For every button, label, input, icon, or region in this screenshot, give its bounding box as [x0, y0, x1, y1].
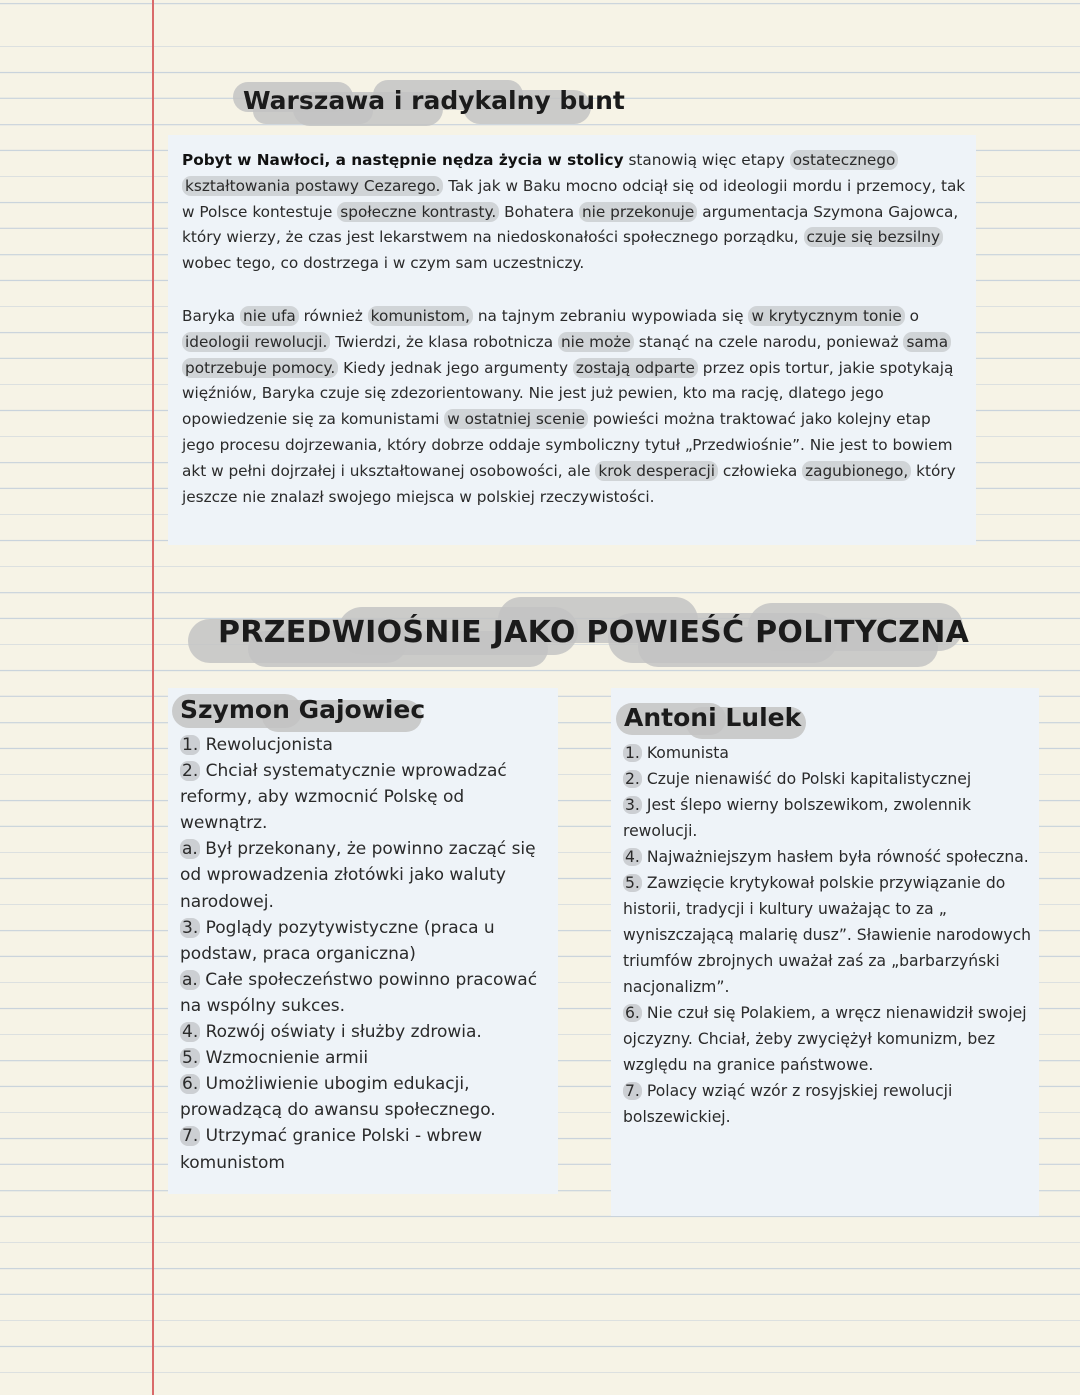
text-run: przez opis tortur, jakie spotykają więźniów, Baryka czuje się zdezorientowany. Nie jest już pewien, kto ma rację, dlatego jego opowiedzenie się za komunistami	[182, 358, 954, 429]
list-item	[180, 915, 552, 967]
highlighted-phrase: społeczne kontrasty.	[337, 202, 499, 222]
paragraph-1	[182, 148, 967, 277]
item-text: Komunista	[641, 744, 729, 762]
highlighted-phrase: komunistom,	[368, 306, 473, 326]
item-marker: 2.	[625, 770, 640, 788]
item-text: Najważniejszym hasłem była równość społeczna.	[641, 848, 1029, 866]
list-item	[623, 1000, 1033, 1078]
item-marker: 7.	[182, 1126, 199, 1147]
bold-text: Pobyt w Nawłoci, a następnie nędza życia w stolicy	[182, 151, 624, 169]
item-text: Poglądy pozytywistyczne (praca u podstaw, praca organiczna)	[180, 917, 495, 964]
text-run: o	[904, 307, 919, 325]
text-run: Kiedy jednak jego argumenty	[338, 358, 573, 377]
list-item	[180, 1045, 552, 1071]
item-text: Był przekonany, że powinno zacząć się od wprowadzenia złotówki jako waluty narodowej.	[180, 839, 536, 912]
left-column	[168, 688, 558, 1194]
highlighted-phrase: zostają odparte	[573, 358, 698, 378]
text-run: na tajnym zebraniu wypowiada się	[472, 307, 749, 325]
item-text: Wzmocnienie armii	[200, 1048, 369, 1069]
text-box	[168, 135, 976, 545]
text-run: który jeszcze nie znalazł swojego miejsca w polskiej rzeczywistości.	[182, 461, 956, 506]
highlighted-phrase: czuje się bezsilny	[804, 227, 944, 247]
highlighted-phrase: w krytycznym tonie	[748, 306, 904, 326]
text-run: stanąć na czele narodu, ponieważ	[633, 332, 904, 351]
text-run: wobec tego, co dostrzega i w czym sam uczestniczy.	[182, 254, 585, 273]
list-item	[623, 844, 1033, 870]
item-marker: 7.	[625, 1082, 640, 1100]
right-column-heading: Antoni Lulek	[624, 703, 802, 732]
left-heading-brush	[172, 692, 426, 732]
list-item	[180, 967, 552, 1019]
list-item	[623, 792, 1033, 844]
item-marker: 6.	[182, 1074, 199, 1095]
item-marker: a.	[182, 969, 198, 990]
highlighted-phrase: krok desperacji	[595, 461, 718, 481]
highlighted-phrase: nie ufa	[240, 306, 299, 326]
text-run: stanowią więc etapy	[623, 151, 790, 169]
item-text: Umożliwienie ubogim edukacji, prowadzącą do awansu społecznego.	[180, 1074, 496, 1121]
list-item	[180, 1071, 552, 1123]
list-item	[180, 1123, 552, 1175]
item-marker: 3.	[625, 796, 640, 814]
item-text: Czuje nienawiść do Polski kapitalistycznej	[641, 770, 972, 788]
item-marker: a.	[182, 839, 198, 860]
highlighted-phrase: zagubionego,	[802, 461, 911, 481]
text-run: argumentacja Szymona Gajowca, który wierzy, że czas jest lekarstwem na niedoskonałości społecznego porządku,	[182, 202, 959, 247]
item-marker: 4.	[182, 1022, 199, 1043]
highlighted-phrase: ostatecznego kształtowania postawy Cezarego.	[182, 150, 898, 196]
item-marker: 4.	[625, 848, 640, 866]
list-item	[180, 732, 552, 758]
list-item	[623, 766, 1033, 792]
text-run: człowieka	[718, 461, 803, 480]
section-title-brush	[233, 78, 625, 128]
highlighted-phrase: sama potrzebuje pomocy.	[182, 332, 951, 378]
item-marker: 3.	[182, 917, 199, 938]
paragraph-2	[182, 304, 967, 510]
margin-line	[152, 0, 154, 1395]
text-run: Bohatera	[499, 202, 579, 221]
text-run: Baryka	[182, 307, 241, 325]
list-item	[623, 1078, 1033, 1130]
item-text: Zawzięcie krytykował polskie przywiązanie do historii, tradycji i kultury uważając to za „ wyniszczającą malarię dusz”. Sławienie narodowych triumfów zbrojnych uważał zaś za „barbarzyński nacjonalizm”.	[623, 874, 1032, 996]
item-marker: 6.	[625, 1004, 640, 1022]
item-marker: 5.	[182, 1048, 199, 1069]
highlighted-phrase: w ostatniej scenie	[444, 409, 588, 429]
text-run: Tak jak w Baku mocno odciął się od ideologii mordu i przemocy, tak w Polsce kontestuje	[182, 176, 966, 221]
highlighted-phrase: ideologii rewolucji.	[182, 332, 330, 352]
item-marker: 5.	[625, 874, 640, 892]
item-text: Utrzymać granice Polski - wbrew komunistom	[180, 1126, 483, 1173]
text-run: powieści można traktować jako kolejny etap jego procesu dojrzewania, który dobrze oddaje symboliczny tytuł „Przedwiośnie”. Nie jest to bowiem akt w pełni dojrzałej i ukształtowanej osobowości, ale	[182, 410, 953, 480]
list-item	[180, 758, 552, 836]
list-item	[180, 1019, 552, 1045]
right-heading-brush	[616, 701, 806, 739]
item-marker: 2.	[182, 761, 199, 782]
text-run: Twierdzi, że klasa robotnicza	[330, 332, 558, 351]
list-item	[180, 836, 552, 914]
main-title-brush	[188, 597, 970, 671]
item-text: Nie czuł się Polakiem, a wręcz nienawidził swojej ojczyzny. Chciał, żeby zwyciężył komunizm, bez względu na granice państwowe.	[623, 1004, 1027, 1074]
highlighted-phrase: nie przekonuje	[579, 202, 697, 222]
item-text: Jest ślepo wierny bolszewikom, zwolennik rewolucji.	[623, 796, 971, 840]
right-list	[623, 740, 1033, 1130]
left-list	[180, 732, 552, 1176]
right-column	[611, 688, 1039, 1216]
highlighted-phrase: nie może	[558, 332, 634, 352]
item-text: Całe społeczeństwo powinno pracować na wspólny sukces.	[180, 969, 538, 1016]
main-title: PRZEDWIOŚNIE JAKO POWIEŚĆ POLITYCZNA	[218, 615, 970, 650]
section-title: Warszawa i radykalny bunt	[243, 86, 625, 115]
item-text: Rewolucjonista	[200, 735, 333, 755]
text-run: również	[298, 307, 368, 325]
list-item	[623, 740, 1033, 766]
item-text: Chciał systematycznie wprowadzać reformy, aby wzmocnić Polskę od wewnątrz.	[180, 761, 507, 834]
list-item	[623, 870, 1033, 1000]
item-marker: 1.	[625, 744, 640, 762]
item-marker: 1.	[182, 735, 199, 755]
left-column-heading: Szymon Gajowiec	[180, 695, 426, 724]
item-text: Rozwój oświaty i służby zdrowia.	[200, 1022, 482, 1043]
item-text: Polacy wziąć wzór z rosyjskiej rewolucji bolszewickiej.	[623, 1082, 953, 1126]
